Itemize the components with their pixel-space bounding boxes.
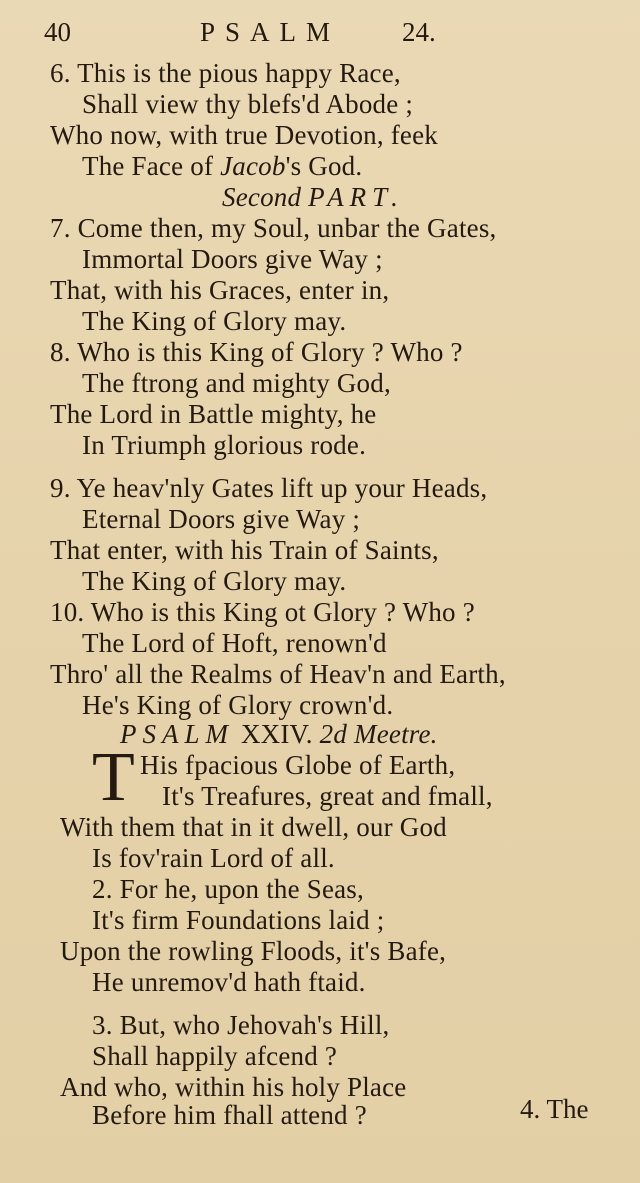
psalm-heading: PSALM XXIV. 2d Meetre. bbox=[120, 719, 438, 749]
page-number: 40 bbox=[44, 17, 71, 47]
verse-line: With them that in it dwell, our God bbox=[60, 812, 447, 842]
verse-line: Before him fhall attend ? bbox=[92, 1100, 367, 1130]
verse-line: Shall happily afcend ? bbox=[92, 1041, 338, 1071]
chapter-number: 24. bbox=[402, 17, 436, 47]
verse-line: It's firm Foundations laid ; bbox=[92, 905, 385, 935]
verse-line: Upon the rowling Floods, it's Bafe, bbox=[60, 936, 447, 966]
drop-cap: T bbox=[92, 739, 135, 816]
verse-line: 6. This is the pious happy Race, bbox=[50, 58, 401, 88]
verse-line: 8. Who is this King of Glory ? Who ? bbox=[50, 337, 463, 367]
verse-line: It's Treafures, great and fmall, bbox=[162, 781, 493, 811]
verse-line: 9. Ye heav'nly Gates lift up your Heads, bbox=[50, 473, 488, 503]
verse-line: The ftrong and mighty God, bbox=[82, 368, 391, 398]
verse-line: The King of Glory may. bbox=[82, 566, 347, 596]
verse-line: The Lord of Hoft, renown'd bbox=[82, 628, 387, 658]
running-title: PSALM bbox=[200, 17, 341, 47]
verse-line: He unremov'd hath ftaid. bbox=[92, 967, 366, 997]
part-heading: Second PART. bbox=[222, 182, 404, 212]
verse-line: The Lord in Battle mighty, he bbox=[50, 399, 377, 429]
verse-line: 10. Who is this King ot Glory ? Who ? bbox=[50, 597, 475, 627]
verse-line: That, with his Graces, enter in, bbox=[50, 275, 390, 305]
verse-line: Eternal Doors give Way ; bbox=[82, 504, 361, 534]
verse-line: The King of Glory may. bbox=[82, 306, 347, 336]
verse-line: Shall view thy blefs'd Abode ; bbox=[82, 89, 414, 119]
italic-name: Jacob bbox=[220, 151, 286, 181]
verse-line: Is fov'rain Lord of all. bbox=[92, 843, 335, 873]
verse-line: 3. But, who Jehovah's Hill, bbox=[92, 1010, 390, 1040]
verse-line: In Triumph glorious rode. bbox=[82, 430, 367, 460]
verse-line: Immortal Doors give Way ; bbox=[82, 244, 383, 274]
verse-line: 2. For he, upon the Seas, bbox=[92, 874, 364, 904]
catchword: 4. The bbox=[520, 1094, 589, 1124]
verse-line: He's King of Glory crown'd. bbox=[82, 690, 394, 720]
verse-line: The Face of Jacob's God. bbox=[82, 151, 363, 181]
verse-line: Who now, with true Devotion, feek bbox=[50, 120, 439, 150]
verse-line: And who, within his holy Place bbox=[60, 1072, 407, 1102]
verse-line: His fpacious Globe of Earth, bbox=[140, 750, 456, 780]
verse-line: 7. Come then, my Soul, unbar the Gates, bbox=[50, 213, 497, 243]
verse-line: That enter, with his Train of Saints, bbox=[50, 535, 439, 565]
verse-line: Thro' all the Realms of Heav'n and Earth, bbox=[50, 659, 506, 689]
